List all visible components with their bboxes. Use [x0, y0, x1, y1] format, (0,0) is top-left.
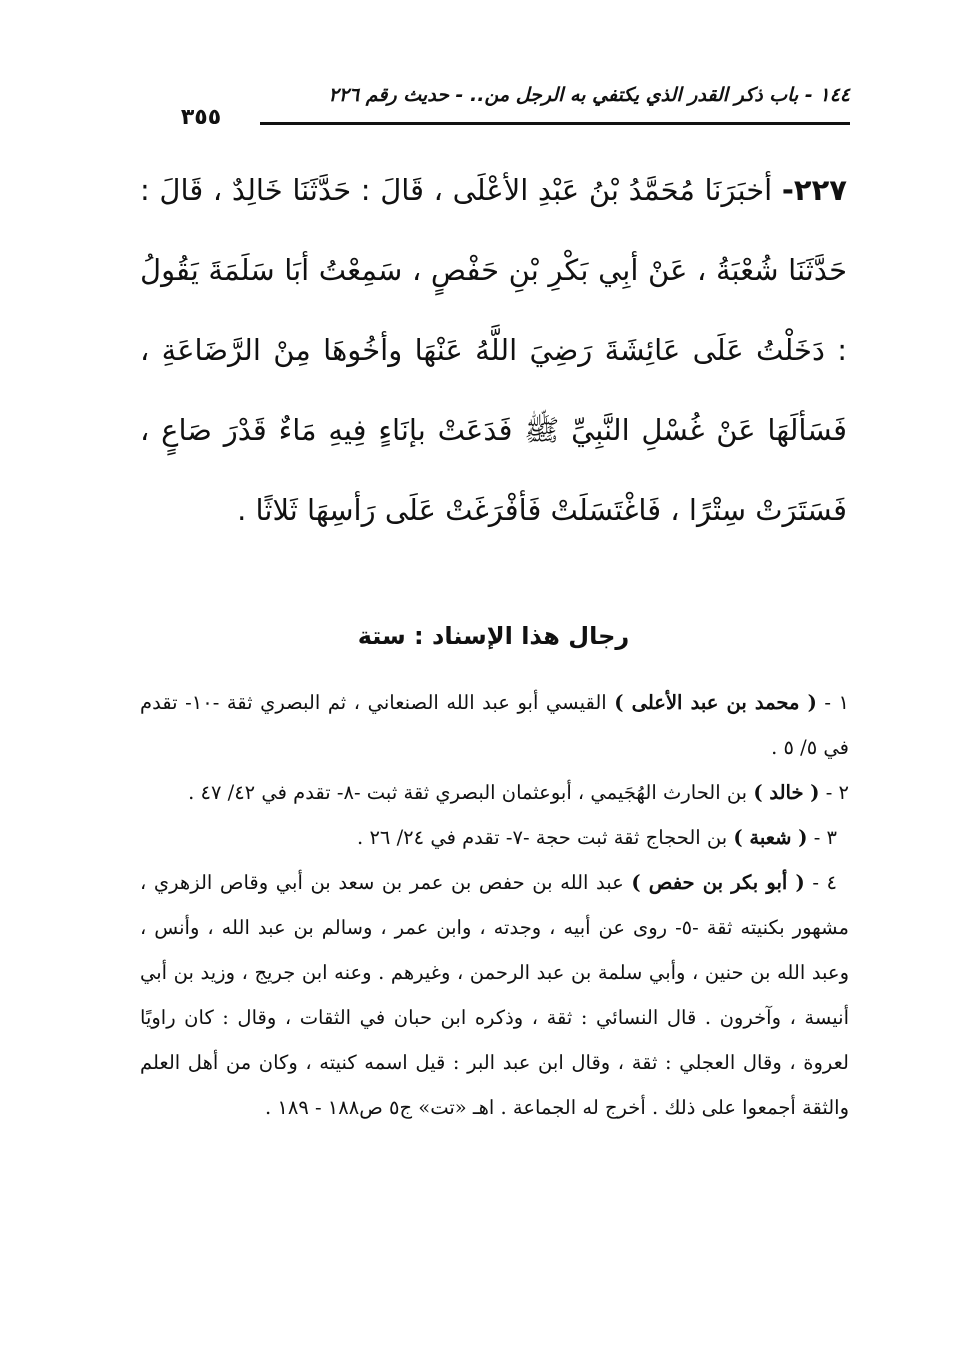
page-number-box	[142, 106, 260, 130]
running-header	[142, 84, 850, 130]
narrator-index: ٤ -	[804, 871, 837, 894]
narrator-details: بن الحارث الهُجَيمي ، أبوعثمان البصري ثقة ثبت -٨- تقدم في ٤٢/ ٤٧ .	[188, 781, 754, 804]
narrator-entry	[140, 680, 849, 770]
narrator-details: بن الحجاج ثقة ثبت حجة -٧- تقدم في ٢٤/ ٢٦ .	[357, 826, 734, 849]
narrator-entry	[140, 770, 849, 815]
narrator-index: ٣ -	[807, 826, 837, 849]
narrator-index: ١ -	[816, 691, 849, 714]
narrator-entry	[140, 815, 849, 860]
narrator-entry	[140, 860, 849, 1130]
hadith-number: ٢٢٧-	[781, 173, 847, 207]
narrator-name: ( محمد بن عبد الأعلى )	[614, 691, 817, 714]
narrator-index: ٢ -	[819, 781, 849, 804]
section-heading: رجال هذا الإسناد : ستة	[357, 622, 630, 650]
narrator-name: ( خالد )	[753, 781, 820, 804]
narrator-name: ( شعبة )	[733, 826, 808, 849]
narrators-list	[140, 680, 849, 1130]
narrator-details: القيسي أبو عبد الله الصنعاني ، ثم البصري ثقة -١٠- تقدم في ٥/ ٥ .	[140, 691, 849, 759]
hadith-text-block	[140, 150, 847, 550]
hadith-text: أخبَرَنَا مُحَمَّدُ بْنُ عَبْدِ الأعْلَى ، قَالَ : حَدَّثَنَا خَالِدٌ ، قَالَ : حَدَّثَنَا شُعْبَةُ ، عَنْ أبِي بَكْرِ بْنِ حَفْصٍ ، سَمِعْتُ أبَا سَلَمَةَ يَقُولُ : دَخَلْتُ عَلَى عَائِشَةَ رَضِيَ اللَّهُ عَنْهَا وأخُوهَا مِنْ الرَّضَاعَةِ ، فَسَألَهَا عَنْ غُسْلِ النَّبِيِّ ﷺ فَدَعَتْ بإنَاءٍ فِيهِ مَاءٌ قَدْرَ صَاعٍ ، فَسَتَرَتْ سِتْرًا ، فَاغْتَسَلَتْ فَأفْرَغَتْ عَلَى رَأسِهَا ثَلاثًا .	[140, 173, 847, 527]
running-title: ١٤٤ - باب ذكر القدر الذي يكتفي به الرجل من.. - حديث رقم ٢٢٦	[328, 84, 850, 106]
page-number: ٣٥٥	[180, 105, 222, 130]
narrator-details: عبد الله بن حفص بن عمر بن سعد بن أبي وقاص الزهري ، مشهور بكنيته ثقة -٥- روى عن أبيه ، وجدته ، وابن عمر ، وسالم بن عبد الله ، وأنس ، وعبد الله بن حنين ، وأبي سلمة بن عبد الرحمن ، وغيرهم . وعنه ابن جريج ، وزيد بن أبي أنيسة ، وآخرون . قال النسائي : ثقة ، وذكره ابن حبان في الثقات ، وقال : كان راويًا لعروة ، وقال العجلي : ثقة ، وقال ابن عبد البر : قيل اسمه كنيته ، وكان من أهل العلم والثقة أجمعوا على ذلك . أخرج له الجماعة . اهـ «تت» ج٥ ص١٨٨ - ١٨٩ .	[140, 871, 849, 1119]
narrator-name: ( أبو بكر بن حفص )	[631, 871, 805, 894]
